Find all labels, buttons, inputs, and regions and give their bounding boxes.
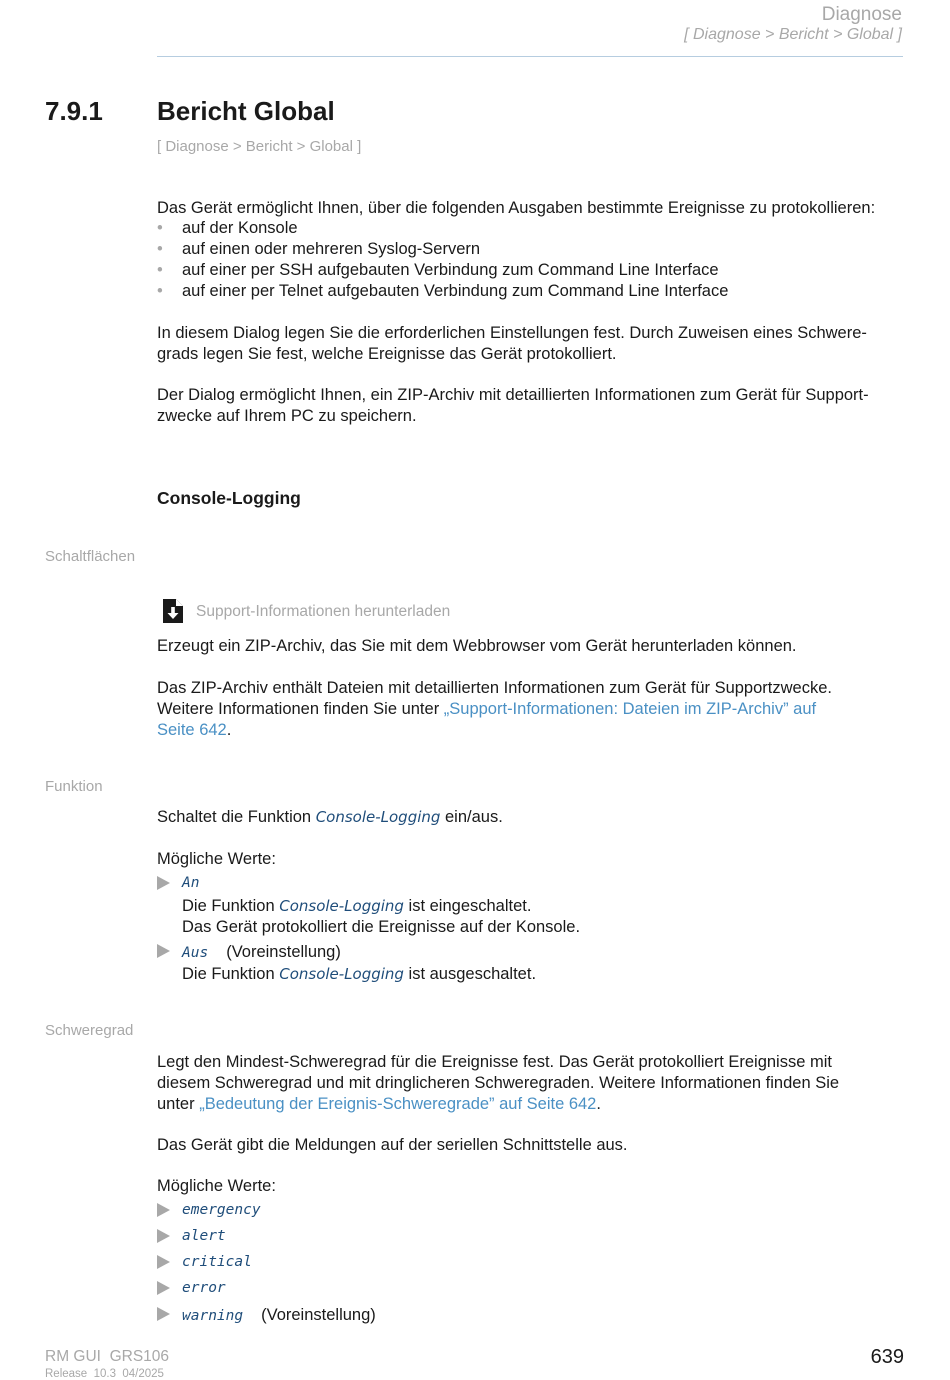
text-span: Schaltet die Funktion xyxy=(157,808,316,826)
bullet-marker: • xyxy=(157,240,163,258)
text-line: zwecke auf Ihrem PC zu speichern. xyxy=(157,406,417,425)
text-line xyxy=(157,699,907,720)
bullet-marker: • xyxy=(157,282,163,300)
footer-document-name: RM GUI GRS106 xyxy=(45,1348,170,1365)
text-line: Das ZIP-Archiv enthält Dateien mit detaillierten Informationen zum Gerät für Supportzwecke. xyxy=(157,679,832,697)
bullet-text: auf einer per SSH aufgebauten Verbindung zum Command Line Interface xyxy=(182,261,719,279)
text-line: Legt den Mindest-Schweregrad für die Ereignisse fest. Das Gerät protokolliert Ereignisse mit xyxy=(157,1053,832,1071)
side-label-severity: Schweregrad xyxy=(45,1022,134,1039)
triangle-right-icon xyxy=(157,944,170,958)
value-description xyxy=(182,964,536,985)
subsection-heading: Console-Logging xyxy=(157,488,301,508)
bullet-text: auf einer per Telnet aufgebauten Verbindung zum Command Line Interface xyxy=(182,282,729,300)
section-breadcrumb: [ Diagnose > Bericht > Global ] xyxy=(157,138,362,155)
header-rule xyxy=(157,56,903,57)
triangle-right-icon xyxy=(157,1281,170,1295)
intro-paragraph-2 xyxy=(157,323,907,365)
default-note: (Voreinstellung) xyxy=(226,943,341,961)
download-description: Erzeugt ein ZIP-Archiv, das Sie mit dem Webbrowser vom Gerät herunterladen können. xyxy=(157,637,797,655)
text-line xyxy=(157,720,907,741)
function-description xyxy=(157,807,907,828)
serial-output-note: Das Gerät gibt die Meldungen auf der seriellen Schnittstelle aus. xyxy=(157,1136,628,1154)
text-span: . xyxy=(596,1094,601,1113)
text-span: ein/aus. xyxy=(440,808,503,826)
value-line xyxy=(182,1306,376,1325)
footer-release: Release 10.3 04/2025 xyxy=(45,1368,164,1380)
page-number: 639 xyxy=(870,1346,904,1368)
value-name: An xyxy=(182,875,200,891)
value-name: Aus xyxy=(182,945,209,961)
bullet-text: auf der Konsole xyxy=(182,219,298,237)
side-label-buttons: Schaltflächen xyxy=(45,548,136,565)
triangle-right-icon xyxy=(157,1229,170,1243)
bullet-marker: • xyxy=(157,261,163,279)
text-line xyxy=(157,1094,907,1115)
value-name: critical xyxy=(182,1254,252,1270)
possible-values-label: Mögliche Werte: xyxy=(157,850,276,868)
text-span: . xyxy=(226,720,232,739)
text-line: grads legen Sie fest, welche Ereignisse das Gerät protokolliert. xyxy=(157,344,617,363)
possible-values-label: Mögliche Werte: xyxy=(157,1177,276,1195)
download-support-info-button[interactable]: Support-Informationen herunterladen xyxy=(196,603,451,620)
severity-description xyxy=(157,1052,907,1114)
triangle-right-icon xyxy=(157,876,170,890)
cross-reference-link[interactable]: „Bedeutung der Ereignis-Schweregrade” auf Seite 642 xyxy=(199,1094,597,1113)
term: Console-Logging xyxy=(279,897,404,915)
bullet-marker: • xyxy=(157,219,163,237)
triangle-right-icon xyxy=(157,1255,170,1269)
value-name: alert xyxy=(182,1228,226,1244)
intro-paragraph-3 xyxy=(157,385,907,427)
side-label-function: Funktion xyxy=(45,778,103,795)
value-description xyxy=(182,896,531,917)
default-note: (Voreinstellung) xyxy=(261,1306,376,1324)
value-name: error xyxy=(182,1280,226,1296)
text-span: Weitere Informationen finden Sie unter xyxy=(157,699,444,718)
section-title: Bericht Global xyxy=(157,96,335,126)
running-header-title: Diagnose xyxy=(821,4,902,25)
value-description: Das Gerät protokolliert die Ereignisse auf der Konsole. xyxy=(182,918,581,936)
section-number: 7.9.1 xyxy=(45,96,103,126)
value-name: warning xyxy=(182,1308,244,1324)
cross-reference-link[interactable]: „Support-Informationen: Dateien im ZIP-Archiv” auf xyxy=(443,699,817,718)
text-line: In diesem Dialog legen Sie die erforderlichen Einstellungen fest. Durch Zuweisen eines Schwere- xyxy=(157,324,867,342)
text-span: unter xyxy=(157,1094,200,1113)
term: Console-Logging xyxy=(315,808,441,826)
triangle-right-icon xyxy=(157,1307,170,1321)
text-span: ist ausgeschaltet. xyxy=(403,965,537,983)
term: Console-Logging xyxy=(279,965,404,983)
text-span: ist eingeschaltet. xyxy=(403,897,532,915)
file-download-icon[interactable] xyxy=(161,597,185,625)
running-header-breadcrumb: [ Diagnose > Bericht > Global ] xyxy=(684,26,902,43)
value-line xyxy=(182,943,341,962)
triangle-right-icon xyxy=(157,1203,170,1217)
text-line: diesem Schweregrad und mit dringlicheren Schweregraden. Weitere Informationen finden Sie xyxy=(157,1073,840,1092)
cross-reference-link[interactable]: Seite 642 xyxy=(157,720,227,739)
zip-paragraph xyxy=(157,678,907,740)
text-span: Die Funktion xyxy=(182,897,280,915)
text-span: Die Funktion xyxy=(182,965,280,983)
text-line: Der Dialog ermöglicht Ihnen, ein ZIP-Archiv mit detaillierten Informationen zum Gerät für Support- xyxy=(157,386,869,404)
bullet-text: auf einen oder mehreren Syslog-Servern xyxy=(182,240,481,258)
intro-lead: Das Gerät ermöglicht Ihnen, über die folgenden Ausgaben bestimmte Ereignisse zu protokollieren: xyxy=(157,199,876,217)
value-name: emergency xyxy=(182,1202,261,1218)
